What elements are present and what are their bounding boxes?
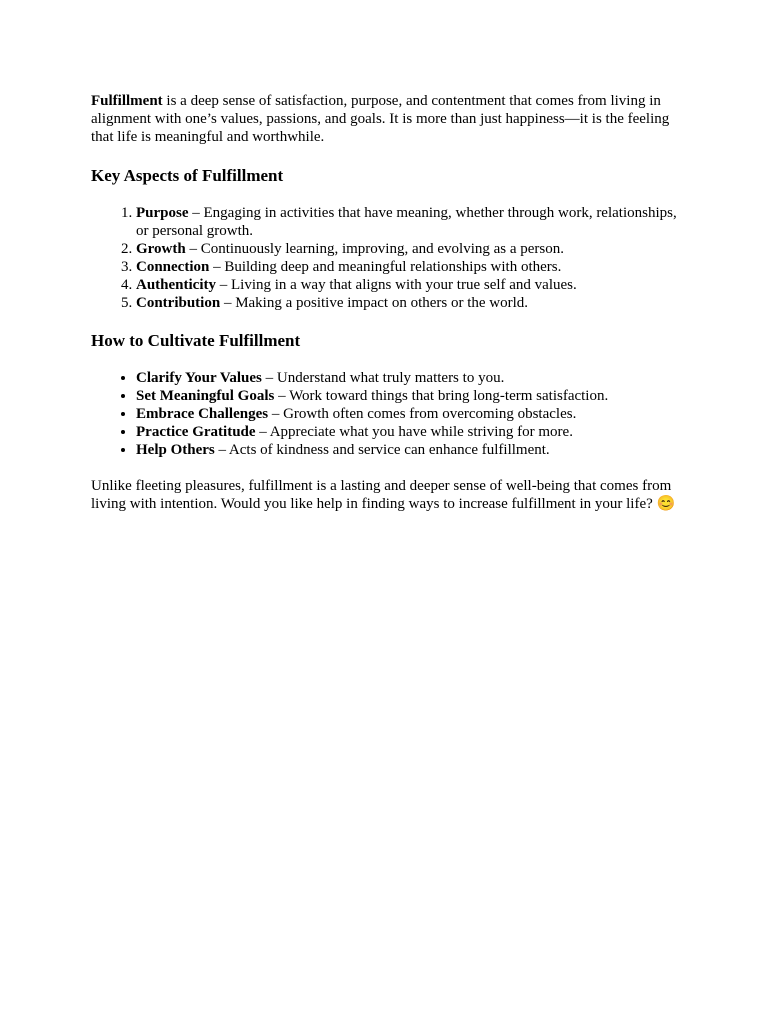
item-text: – Growth often comes from overcoming obstacles.: [268, 406, 577, 422]
item-term: Practice Gratitude: [136, 424, 256, 440]
list-item: [136, 276, 691, 294]
item-term: Authenticity: [136, 277, 216, 293]
list-item: [136, 240, 691, 258]
item-text: – Work toward things that bring long-term satisfaction.: [274, 388, 609, 404]
intro-term: Fulfillment: [91, 93, 163, 109]
list-item: [136, 423, 691, 441]
intro-text: is a deep sense of satisfaction, purpose, and contentment that comes from living in alignment with one’s values, passions, and goals. It is more than just happiness—it is the feeling that life is meaningful and worthwhile.: [91, 93, 670, 145]
item-term: Embrace Challenges: [136, 406, 269, 422]
item-term: Contribution: [136, 295, 221, 311]
list-item: [136, 369, 691, 387]
item-text: – Understand what truly matters to you.: [261, 370, 505, 386]
cultivate-heading: How to Cultivate Fulfillment: [91, 331, 301, 350]
item-term: Clarify Your Values: [136, 370, 262, 386]
item-text: – Engaging in activities that have meaning, whether through work, relationships, or personal growth.: [136, 205, 677, 239]
item-text: – Continuously learning, improving, and evolving as a person.: [185, 241, 565, 257]
item-term: Purpose: [136, 205, 189, 221]
list-item: [136, 294, 691, 312]
intro-paragraph: [91, 92, 691, 146]
aspects-heading: Key Aspects of Fulfillment: [91, 166, 284, 185]
item-term: Connection: [136, 259, 210, 275]
list-item: [136, 258, 691, 276]
list-item: [136, 405, 691, 423]
item-text: – Appreciate what you have while striving for more.: [255, 424, 573, 440]
item-term: Growth: [136, 241, 186, 257]
list-item: [136, 441, 691, 459]
item-term: Help Others: [136, 442, 215, 458]
item-text: – Building deep and meaningful relationships with others.: [209, 259, 562, 275]
closing-paragraph: Unlike fleeting pleasures, fulfillment is a lasting and deeper sense of well-being that comes from living with intention. Would you like help in finding ways to increase fulfillment in your life? 😊: [91, 478, 676, 512]
item-text: – Living in a way that aligns with your true self and values.: [216, 277, 577, 293]
cultivate-list: [91, 369, 691, 459]
list-item: [136, 387, 691, 405]
document-page: [91, 92, 691, 513]
item-text: – Making a positive impact on others or the world.: [220, 295, 529, 311]
list-item: [136, 204, 691, 240]
item-term: Set Meaningful Goals: [136, 388, 275, 404]
aspects-list: [91, 204, 691, 312]
item-text: – Acts of kindness and service can enhance fulfillment.: [214, 442, 550, 458]
